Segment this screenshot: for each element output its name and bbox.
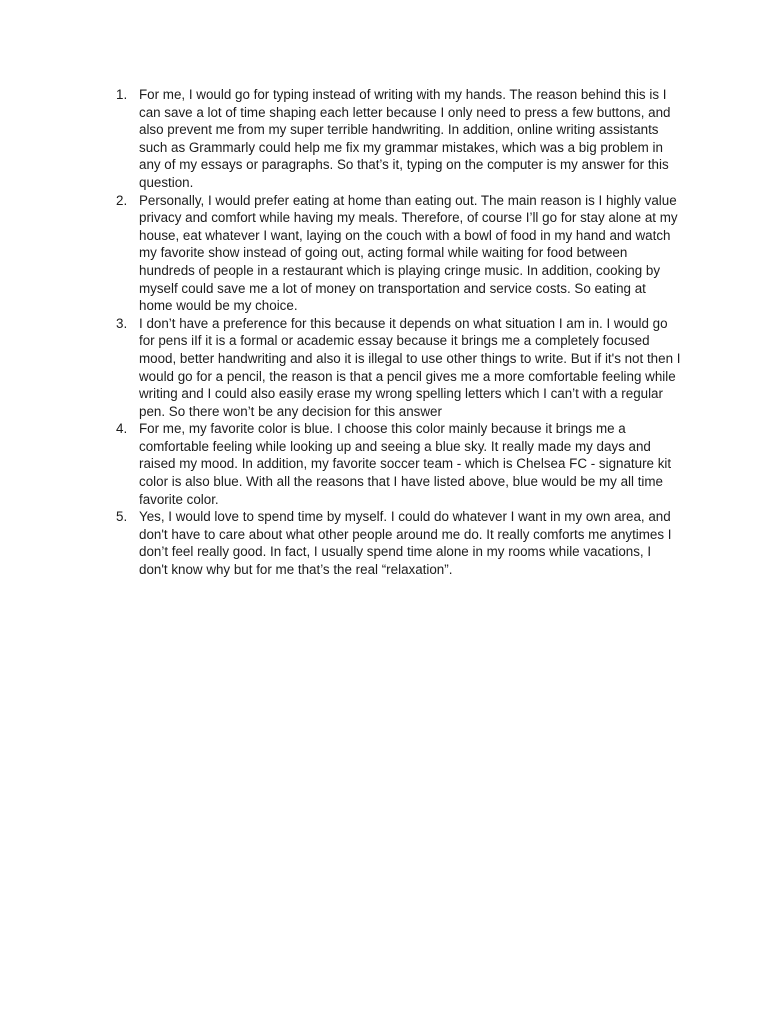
answer-item-1	[113, 86, 683, 192]
answer-number: 1.	[116, 87, 128, 102]
answer-text: For me, my favorite color is blue. I choose this color mainly because it brings me a comfortable feeling while looking up and seeing a blue sky. It really made my days and raised my mood. In addition, my favorite soccer team - which is Chelsea FC - signature kit color is also blue. With all the reasons that I have listed above, blue would be my all time favorite color.	[139, 421, 672, 507]
answer-number: 2.	[116, 192, 128, 208]
answer-item-4	[113, 420, 683, 508]
answer-number: 3.	[116, 315, 128, 331]
answer-list	[113, 86, 683, 579]
answer-text: I don’t have a preference for this because it depends on what situation I am in. I would go for pens iIf it is a formal or academic essay because it brings me a completely focused mood, better handwriting and also it is illegal to use other things to write. But if it's not then I would go for a pencil, the reason is that a pencil gives me a more comfortable feeling while writing and I could also easily erase my wrong spelling letters which I can’t with a regular pen. So there won’t be any decision for this answer	[139, 315, 681, 419]
answer-item-5	[113, 508, 683, 578]
answer-item-2	[113, 192, 683, 315]
answer-number: 4.	[116, 421, 128, 437]
answer-text: For me, I would go for typing instead of writing with my hands. The reason behind this is I can save a lot of time shaping each letter because I only need to press a few buttons, and also prevent me from my super terrible handwriting. In addition, online writing assistants such as Grammarly could help me fix my grammar mistakes, which was a big problem in any of my essays or paragraphs. So that’s it, typing on the computer is my answer for this question.	[139, 87, 671, 190]
answer-text: Personally, I would prefer eating at home than eating out. The main reason is I highly value privacy and comfort while having my meals. Therefore, of course I’ll go for stay alone at my house, eat whatever I want, laying on the couch with a bowl of food in my hand and watch my favorite show instead of going out, acting formal while waiting for food between hundreds of people in a restaurant which is playing cringe music. In addition, cooking by myself could save me a lot of money on transportation and service costs. So eating at home would be my choice.	[139, 192, 678, 314]
answer-number: 5.	[116, 509, 128, 525]
answer-item-3	[113, 315, 683, 421]
answer-text: Yes, I would love to spend time by myself. I could do whatever I want in my own area, and don't have to care about what other people around me do. It really comforts me anytimes I don’t feel really good. In fact, I usually spend time alone in my rooms while vacations, I don't know why but for me that’s the real “relaxation”.	[139, 509, 672, 578]
